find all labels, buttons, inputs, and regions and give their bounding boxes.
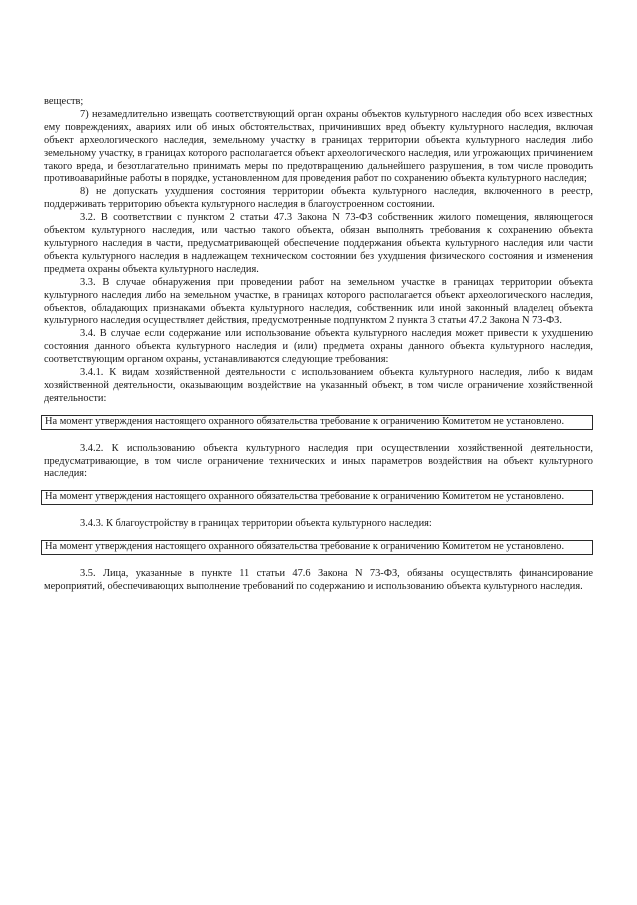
paragraph-substances: веществ; (44, 96, 84, 107)
paragraph-3-5: 3.5. Лица, указанные в пункте 11 статьи 47.6 Закона N 73-ФЗ, обязаны осуществлять финансирование мероприятий, обеспечивающих выполнение требований по содержанию и использованию объекта культурного наследия. (44, 568, 593, 592)
restriction-box-1: На момент утверждения настоящего охранного обязательства требование к ограничению Комитетом не установлено. (41, 415, 593, 430)
paragraph-3-4-1: 3.4.1. К видам хозяйственной деятельности с использованием объекта культурного наследия, либо к видам хозяйственной деятельности, оказывающим воздействие на указанный объект, в том числе ограничение хозяйственной деятельности: (44, 367, 593, 404)
paragraph-3-4: 3.4. В случае если содержание или использование объекта культурного наследия может привести к ухудшению состояния данного объекта культурного наследия и (или) предмета охраны данного объекта культурного наследия, соответствующим органом охраны, устанавливаются следующие требования: (44, 328, 593, 366)
paragraph-item-7: 7) незамедлительно извещать соответствующий орган охраны объектов культурного наследия обо всех известных ему повреждениях, авариях или об иных обстоятельствах, причинивших вред объекту культурного наследия, включая объект археологического наследия, земельному участку в границах территории объекта культурного наследия либо земельному участку, в границах которого располагается объект археологического наследия, или угрожающих причинением такого вреда, и безотлагательно принимать меры по предотвращению дальнейшего разрушения, в том числе проводить противоаварийные работы в порядке, установленном для проведения работ по сохранению объекта культурного наследия; (44, 108, 593, 185)
paragraph-3-4-2: 3.4.2. К использованию объекта культурного наследия при осуществлении хозяйственной деятельности, предусматривающие, в том числе ограничение технических и иных параметров воздействия на объект культурного наследия: (44, 442, 593, 480)
paragraph-item-8: 8) не допускать ухудшения состояния территории объекта культурного наследия, включенного в реестр, поддерживать территорию объекта культурного наследия в благоустроенном состоянии. (44, 186, 593, 211)
paragraph-3-4-3: 3.4.3. К благоустройству в границах территории объекта культурного наследия: (80, 518, 432, 530)
paragraph-3-2: 3.2. В соответствии с пунктом 2 статьи 47.3 Закона N 73-ФЗ собственник жилого помещения, являющегося объектом культурного наследия, или частью такого объекта, обязан выполнять требования к сохранению объекта культурного наследия в части, предусматривающей обеспечение поддержания объекта культурного наследия или части объекта культурного наследия в надлежащем техническом состоянии без ухудшения физического состояния и изменения предмета охраны объекта культурного наследия. (44, 212, 593, 275)
paragraph-3-3: 3.3. В случае обнаружения при проведении работ на земельном участке в границах территории объекта культурного наследия либо на земельном участке, в границах которого располагается объект археологического наследия, объектов, обладающих признаками объекта культурного наследия, собственник или иной законный владелец объекта культурного наследия осуществляет действия, предусмотренные подпунктом 2 пункта 3 статьи 47.2 Закона N 73-ФЗ. (44, 276, 593, 327)
restriction-box-2: На момент утверждения настоящего охранного обязательства требование к ограничению Комитетом не установлено. (41, 490, 593, 505)
document-body (44, 96, 593, 594)
restriction-box-3: На момент утверждения настоящего охранного обязательства требование к ограничению Комитетом не установлено. (41, 540, 593, 555)
